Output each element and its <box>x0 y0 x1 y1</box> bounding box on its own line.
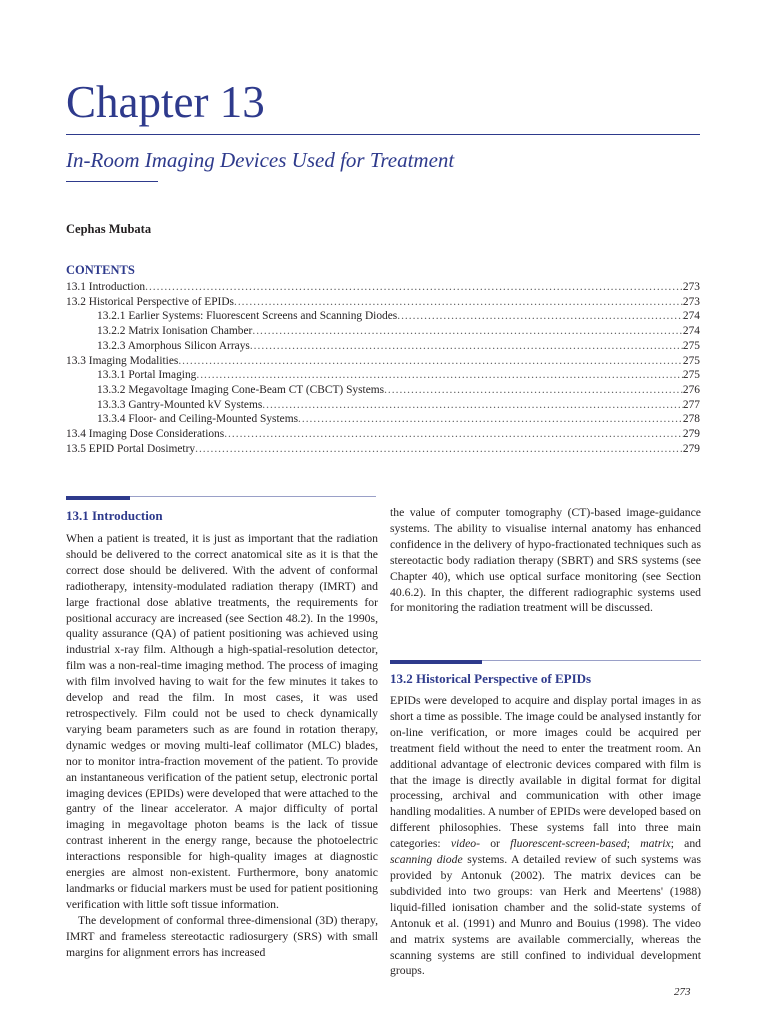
intro-continued-column <box>390 505 701 616</box>
toc-entry[interactable]: 13.2.2 Matrix Ionisation Chamber ..... 274 <box>66 324 700 339</box>
toc-entry[interactable]: 13.3.2 Megavoltage Imaging Cone-Beam CT (CBCT) Systems ..... 276 <box>66 383 700 398</box>
table-of-contents <box>66 280 700 456</box>
history-header-block <box>390 660 701 664</box>
toc-entry[interactable]: 13.3.1 Portal Imaging ..... 275 <box>66 368 700 383</box>
history-paragraph: EPIDs were developed to acquire and display portal images in as short a time as possible. The image could be analysed instantly for on-line verification, or more images could be acquired per treatment field without the need to enter the treatment room. An additional advantage of electronic devices compared with film is that the image is directly available in digital format for digital processing, archival and communication with other image handling modalities. A number of EPIDs were developed based on different philosophies. These systems fall into three main categories: video- or fluorescent-screen-based; matrix; and scanning diode systems. A detailed review of such systems was provided by Antonuk (2002). The matrix devices can be subdivided into two groups: van Herk and Meertens' (1988) liquid-filled ionisation chamber and the solid-state systems of Antonuk et al. (1991) and Munro and Bouius (1998). The video and matrix systems are available commercially, whereas the scanning systems are still confined to individual development groups. <box>390 694 702 978</box>
subtitle-rule <box>66 181 158 182</box>
intro-paragraph: When a patient is treated, it is just as important that the radiation should be delivered to the correct anatomical site as it is that the correct dose should be delivered. With the advent of conformal radiotherapy, intensity-modulated radiation therapy (IMRT) and large fractional dose ablative treatments, the requirements for positional accuracy are increased (see Section 48.2). In the 1990s, quality assurance (QA) of patient positioning was achieved using industrial x-ray film. Although a high-spatial-resolution detector, film was a non-real-time imaging method. The process of imaging with film involved having to wait for the few minutes it takes to develop and read the film. In most cases, it was used retrospectively. Film could not be used to check dynamically varying beam parameters such as are found in rotation therapy, dynamic wedges or moving multi-leaf collimator (MLC) blades, nor to monitor intra-fraction movement of the patient. To provide an instantaneous verification of the patient setup, electronic portal imaging devices (EPIDs) were developed that were attached to the gantry of the linear accelerator. A major difficulty of portal imaging in megavoltage photon beams is the lack of tissue contrast inherent in the energy range, because the photoelectric interactions responsible for high-quality images at diagnostic energies are almost non-existent. Furthermore, bony anatomic landmarks or fiducial markers must be used for patient positioning verification with little soft tissue information. <box>66 532 378 911</box>
section-heading-introduction: 13.1 Introduction <box>66 508 163 523</box>
intro-paragraph: the value of computer tomography (CT)-based image-guidance systems. The ability to visualise internal anatomy has enhanced confidence in the delivery of hypo-fractionated techniques such as stereotactic body radiation therapy (SBRT) and SRS systems (see Chapter 40), which use optical surface monitoring (see Section 40.6.2). In this chapter, the different radiographic systems used for monitoring the radiation treatment will be discussed. <box>390 506 701 615</box>
toc-entry[interactable]: 13.2.1 Earlier Systems: Fluorescent Screens and Scanning Diodes ..... 274 <box>66 309 700 324</box>
section-bar <box>390 660 482 664</box>
toc-entry[interactable]: 13.3.4 Floor- and Ceiling-Mounted Systems ..... 278 <box>66 412 700 427</box>
contents-heading: CONTENTS <box>66 263 135 277</box>
section-rule <box>482 660 701 664</box>
toc-entry[interactable]: 13.5 EPID Portal Dosimetry ..... 279 <box>66 442 700 457</box>
chapter-subtitle: In-Room Imaging Devices Used for Treatment <box>66 148 455 172</box>
toc-entry[interactable]: 13.2 Historical Perspective of EPIDs ..... 273 <box>66 295 700 310</box>
intro-paragraph: The development of conformal three-dimensional (3D) therapy, IMRT and frameless stereotactic radiosurgery (SRS) with small margins for alignment errors has increased <box>66 913 378 959</box>
page-number: 273 <box>674 986 691 998</box>
chapter-title: Chapter 13 <box>66 77 265 127</box>
title-rule <box>66 134 700 135</box>
toc-entry[interactable]: 13.4 Imaging Dose Considerations ..... 279 <box>66 427 700 442</box>
toc-entry[interactable]: 13.2.3 Amorphous Silicon Arrays ..... 275 <box>66 339 700 354</box>
toc-entry[interactable]: 13.3 Imaging Modalities ..... 275 <box>66 354 700 369</box>
history-column <box>390 693 701 979</box>
section-bar <box>66 496 130 500</box>
intro-header-block <box>66 496 376 500</box>
toc-entry[interactable]: 13.3.3 Gantry-Mounted kV Systems ..... 277 <box>66 398 700 413</box>
author-name: Cephas Mubata <box>66 222 152 236</box>
section-rule <box>130 496 376 500</box>
intro-column <box>66 531 378 960</box>
toc-entry[interactable]: 13.1 Introduction ..... 273 <box>66 280 700 295</box>
section-heading-history: 13.2 Historical Perspective of EPIDs <box>390 671 592 686</box>
